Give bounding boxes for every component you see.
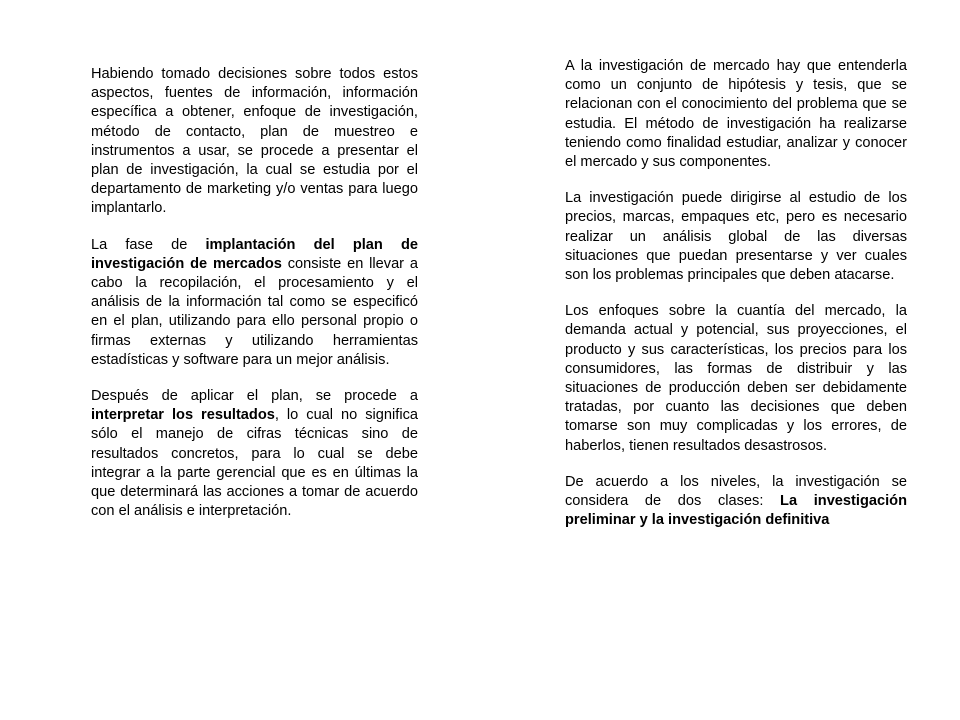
text-segment: La investigación puede dirigirse al estudio de los precios, marcas, empaques etc, pero es necesario realizar un análisis global de las diversas situaciones que puedan presentarse y ver cuales son los problemas principales que deben atacarse. (565, 190, 907, 284)
text-segment: consiste en llevar a cabo la recopilación, el procesamiento y el análisis de la información tal como se especificó en el plan, utilizando para ello personal propio o firmas externas y utilizando herramientas estadísticas y software para un mejor análisis. (91, 255, 418, 368)
text-segment: La fase de (91, 236, 206, 253)
bold-text-segment: interpretar los resultados (91, 407, 275, 424)
right-column (565, 57, 907, 547)
text-segment: Habiendo tomado decisiones sobre todos estos aspectos, fuentes de información, información específica a obtener, enfoque de investigación, método de contacto, plan de muestreo e instrumentos a usar, se procede a presentar el plan de investigación, la cual se estudia por el departamento de marketing y/o ventas para luego implantarlo. (91, 66, 418, 217)
left-paragraph-3 (91, 387, 418, 521)
left-paragraph-2 (91, 236, 418, 370)
right-paragraph-4 (565, 473, 907, 531)
bold-text-segment: implantación del plan de investigación de mercados (91, 236, 418, 272)
text-segment: Después de aplicar el plan, se procede a (91, 388, 418, 405)
right-paragraph-2 (565, 189, 907, 285)
left-column (91, 65, 418, 538)
right-paragraph-3 (565, 302, 907, 456)
bold-text-segment: La investigación preliminar y la investigación definitiva (565, 493, 907, 529)
text-segment: A la investigación de mercado hay que entenderla como un conjunto de hipótesis y tesis, que se relacionan con el conocimiento del problema que se estudia. El método de investigación ha realizarse teniendo como finalidad estudiar, analizar y conocer el mercado y sus componentes. (565, 58, 907, 171)
text-segment: Los enfoques sobre la cuantía del mercado, la demanda actual y potencial, sus proyecciones, el producto y sus características, los precios para los consumidores, las formas de distribuir y las situaciones de producción deben ser debidamente tratadas, por cuanto las decisiones que deben tomarse son muy complicadas y los errores, de haberlos, tienen resultados desastrosos. (565, 303, 907, 454)
text-segment: , lo cual no significa sólo el manejo de cifras técnicas sino de resultados concretos, para lo cual se debe integrar a la parte gerencial que es en últimas la que determinará las acciones a tomar de acuerdo con el análisis e interpretación. (91, 407, 418, 520)
left-paragraph-1 (91, 65, 418, 219)
right-paragraph-1 (565, 57, 907, 172)
text-segment: De acuerdo a los niveles, la investigación se considera de dos clases: (565, 473, 907, 510)
